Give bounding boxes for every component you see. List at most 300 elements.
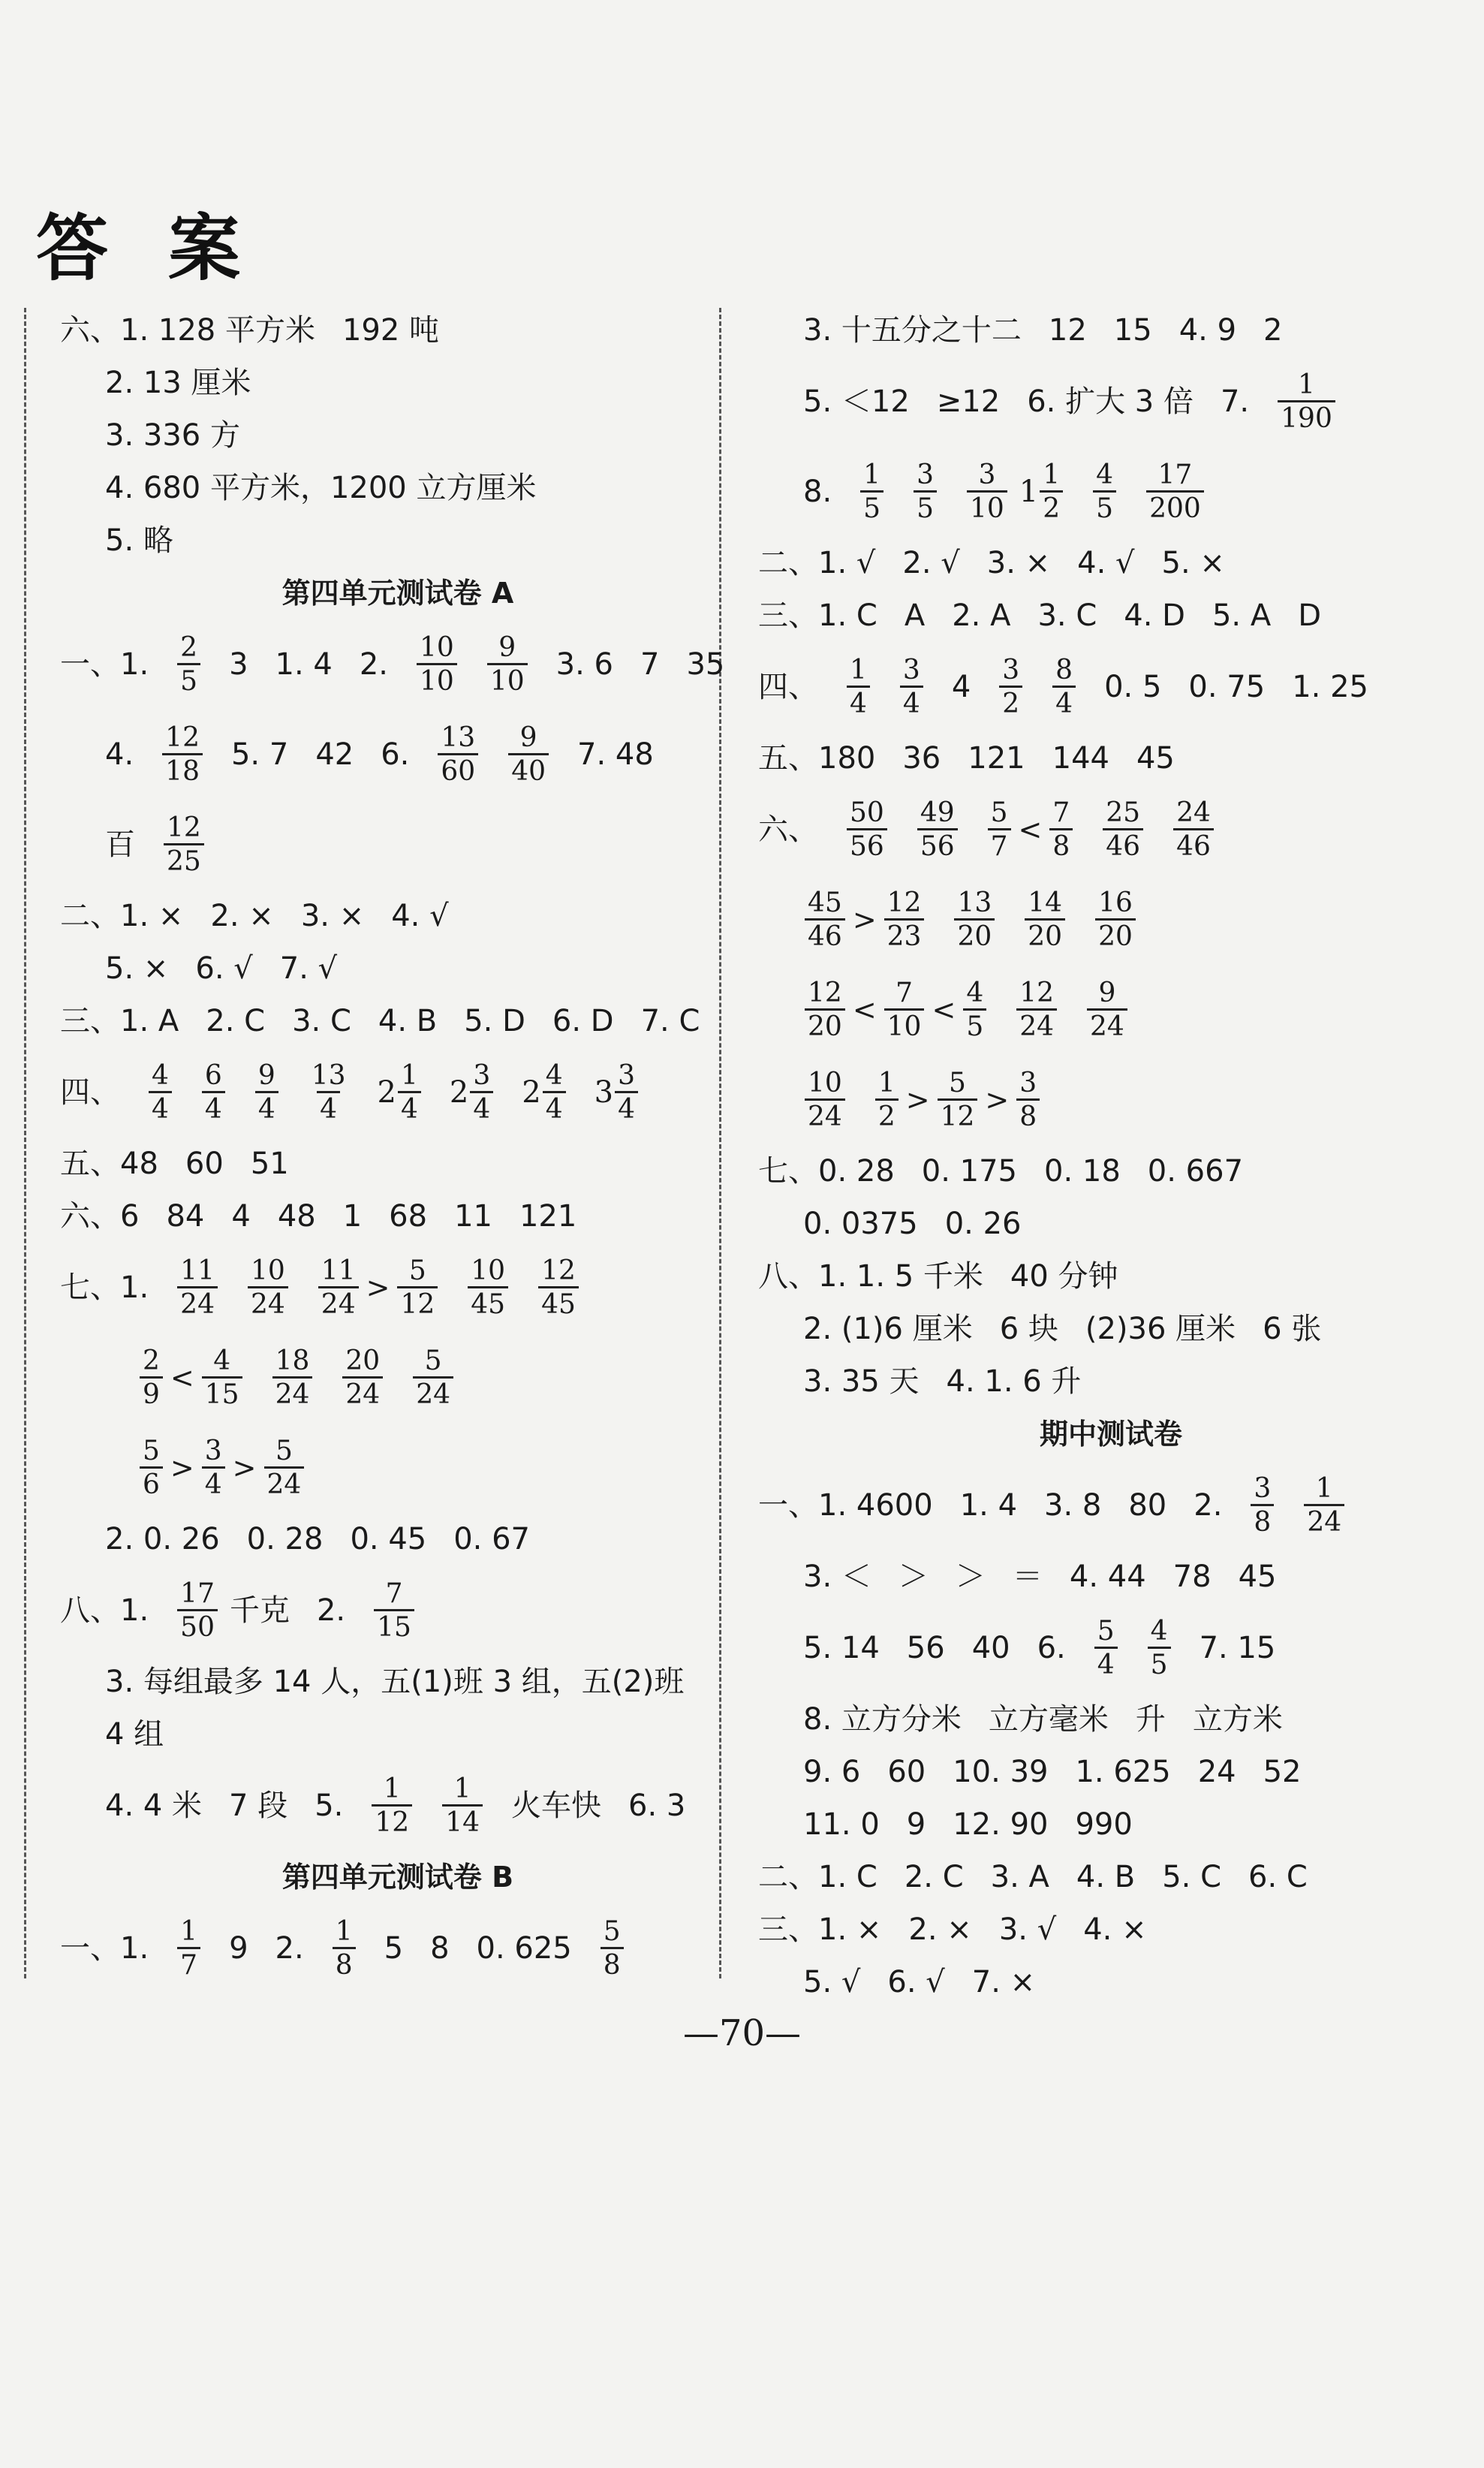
- answer-text: 6. √: [195, 951, 253, 986]
- answer-text: (2)36 厘米: [1085, 1312, 1236, 1346]
- mixed-number: [450, 1061, 495, 1124]
- numerator: 9: [498, 631, 516, 663]
- answer-text: 48: [277, 1199, 316, 1234]
- answer-text: 百: [105, 827, 135, 862]
- denominator: 5: [1093, 490, 1116, 524]
- answer-line: [758, 304, 1464, 357]
- denominator: 4: [317, 1091, 340, 1125]
- answer-line: [60, 710, 736, 800]
- answer-text: 4. ×: [1083, 1912, 1147, 1947]
- fraction: [1087, 978, 1127, 1041]
- numerator: 1: [400, 1059, 418, 1091]
- answer-line: [758, 1603, 1464, 1693]
- comparison: [986, 798, 1075, 861]
- fraction: [884, 888, 925, 951]
- fraction: [508, 723, 549, 786]
- answer-text: 1. 4: [275, 647, 333, 682]
- answer-text: 10. 39: [953, 1755, 1049, 1789]
- comparison-sign: >: [232, 1451, 257, 1484]
- whole-part: 2: [449, 1075, 469, 1110]
- numerator: 3: [1002, 654, 1020, 686]
- section-heading: 第四单元测试卷 B: [281, 1861, 514, 1894]
- fraction: [177, 1579, 218, 1642]
- fraction-item: [1276, 370, 1337, 433]
- answer-text: 六、: [758, 812, 818, 847]
- fraction-item: [1094, 888, 1137, 951]
- numerator: 12: [886, 887, 922, 918]
- answer-text: 7. ×: [971, 1965, 1036, 1999]
- numerator: 7: [385, 1578, 403, 1609]
- answer-text: 6. √: [887, 1965, 945, 1999]
- answer-line: [60, 890, 736, 942]
- fraction: [967, 460, 1007, 523]
- answer-line: [758, 1355, 1464, 1408]
- fraction: [264, 1436, 305, 1499]
- answer-text: ＞: [898, 1559, 929, 1594]
- denominator: 10: [967, 490, 1007, 524]
- numerator: 18: [275, 1345, 310, 1376]
- denominator: 46: [1103, 828, 1143, 862]
- answer-text: 4. 1. 6 升: [946, 1364, 1082, 1399]
- answer-line: [60, 304, 736, 357]
- fraction-item: [161, 723, 204, 786]
- answer-text: ＝: [1012, 1559, 1043, 1594]
- answer-line: [758, 589, 1464, 642]
- fraction: [417, 633, 457, 696]
- answer-text: 9: [906, 1807, 926, 1842]
- denominator: 24: [413, 1376, 453, 1410]
- numerator: 3: [1254, 1472, 1272, 1504]
- fraction: [470, 1061, 493, 1124]
- numerator: 1: [335, 1915, 353, 1947]
- fraction: [875, 1068, 899, 1132]
- fraction: [248, 1256, 288, 1319]
- fraction-item: [845, 798, 889, 861]
- answer-text: 9. 6: [803, 1755, 861, 1789]
- denominator: 4: [202, 1091, 225, 1125]
- answer-text: 3. 336 方: [105, 418, 240, 453]
- denominator: 24: [264, 1466, 305, 1500]
- answer-text: 11: [454, 1199, 492, 1234]
- numerator: 10: [808, 1067, 842, 1098]
- answer-line: [60, 462, 736, 514]
- answer-line: [758, 875, 1464, 965]
- answer-text: 五、48: [60, 1147, 158, 1181]
- denominator: 24: [318, 1286, 359, 1320]
- answer-line: [758, 1303, 1464, 1355]
- answer-text: 121: [519, 1199, 577, 1234]
- whole-part: 1: [1019, 475, 1039, 509]
- denominator: 18: [162, 753, 203, 787]
- answer-line: [60, 1708, 736, 1761]
- fraction-item: [176, 633, 202, 696]
- answer-line: [60, 1138, 736, 1190]
- fraction: [374, 1579, 414, 1642]
- denominator: 8: [1016, 1098, 1040, 1132]
- answer-text: 2. √: [902, 546, 960, 580]
- fraction-item: [1015, 978, 1058, 1041]
- numerator: 7: [1052, 797, 1070, 828]
- fraction: [1148, 1617, 1171, 1680]
- answer-line: [758, 1746, 1464, 1798]
- fraction: [860, 460, 883, 523]
- fraction-item: [466, 1256, 510, 1319]
- answer-text: 6.: [1037, 1631, 1066, 1665]
- numerator: 5: [275, 1435, 293, 1466]
- numerator: 3: [902, 654, 920, 686]
- fraction-item: [176, 1256, 219, 1319]
- denominator: 4: [255, 1091, 278, 1125]
- fraction: [938, 1068, 978, 1132]
- answer-text: 3. √: [998, 1912, 1057, 1947]
- answer-text: 3. C: [1037, 598, 1097, 633]
- answer-text: 六、6: [60, 1199, 140, 1234]
- fraction-item: [176, 1579, 219, 1642]
- answer-text: 5. C: [1162, 1860, 1222, 1894]
- numerator: 1: [453, 1773, 471, 1804]
- answer-text: 2.: [316, 1593, 346, 1628]
- answer-line: [60, 409, 736, 462]
- answer-text: 6.: [381, 737, 410, 772]
- answer-text: 5: [384, 1931, 404, 1966]
- answer-text: 56: [906, 1631, 945, 1665]
- numerator: 1: [383, 1773, 401, 1804]
- comparison: [803, 888, 926, 951]
- answer-text: 0. 175: [921, 1154, 1018, 1189]
- answer-text: 4. √: [391, 899, 449, 933]
- denominator: 2: [1040, 490, 1063, 524]
- answer-text: 2. ×: [908, 1912, 972, 1947]
- answer-text: 52: [1263, 1755, 1302, 1789]
- answer-text: 4. 44: [1069, 1559, 1146, 1594]
- answer-text: 68: [389, 1199, 428, 1234]
- answer-text: 9: [229, 1931, 248, 1966]
- answer-text: 1. 625: [1075, 1755, 1171, 1789]
- numerator: 12: [541, 1255, 576, 1286]
- fraction-item: [271, 1346, 315, 1409]
- answer-text: 990: [1075, 1807, 1133, 1842]
- denominator: 4: [615, 1091, 638, 1125]
- answer-text: 3. A: [990, 1860, 1049, 1894]
- fraction: [1052, 655, 1076, 719]
- fraction: [988, 798, 1011, 861]
- answer-text: 42: [315, 737, 354, 772]
- denominator: 8: [1049, 828, 1073, 862]
- answer-text: 1. 25: [1292, 670, 1368, 704]
- fraction: [468, 1256, 508, 1319]
- denominator: 200: [1146, 490, 1204, 524]
- numerator: 4: [1096, 459, 1114, 490]
- denominator: 45: [538, 1286, 579, 1320]
- denominator: 5: [1148, 1647, 1171, 1680]
- denominator: 4: [470, 1091, 493, 1125]
- fraction: [1016, 1068, 1040, 1132]
- answer-text: 4. B: [378, 1004, 438, 1038]
- denominator: 8: [1251, 1504, 1274, 1538]
- comparison-sign: >: [366, 1271, 390, 1304]
- fraction-item: [899, 655, 925, 719]
- fraction: [615, 1061, 638, 1124]
- answer-text: 78: [1172, 1559, 1212, 1594]
- answer-text: 4. √: [1077, 546, 1135, 580]
- numerator: 3: [204, 1435, 222, 1466]
- comparison: [138, 1346, 244, 1409]
- numerator: 1: [1043, 459, 1061, 490]
- numerator: 8: [1055, 654, 1073, 686]
- fraction: [1103, 798, 1143, 861]
- answer-text: 2. (1)6 厘米: [803, 1312, 973, 1346]
- fraction: [1094, 1617, 1118, 1680]
- fraction-item: [147, 1061, 173, 1124]
- answer-line: [758, 642, 1464, 732]
- answer-text: 3. 35 天: [803, 1364, 920, 1399]
- denominator: 7: [177, 1947, 200, 1981]
- section-heading: 期中测试卷: [1039, 1418, 1182, 1451]
- numerator: 3: [978, 459, 996, 490]
- fraction-item: [331, 1917, 357, 1980]
- answer-text: 二、1. √: [758, 546, 876, 580]
- answer-text: 121: [968, 741, 1025, 776]
- numerator: 6: [204, 1059, 222, 1091]
- answer-text: ＞: [955, 1559, 986, 1594]
- fraction: [397, 1256, 438, 1319]
- answer-text: 0. 667: [1147, 1154, 1244, 1189]
- answer-text: 0. 26: [944, 1207, 1022, 1241]
- right-answer-column: [758, 304, 1464, 2008]
- answer-text: 1: [342, 1199, 363, 1234]
- fraction-item: [599, 1917, 625, 1980]
- answer-text: 24: [1197, 1755, 1236, 1789]
- denominator: 6: [140, 1466, 163, 1500]
- denominator: 5: [860, 490, 883, 524]
- fraction: [177, 1256, 218, 1319]
- numerator: 4: [152, 1059, 169, 1091]
- fraction-item: [436, 723, 480, 786]
- fraction: [884, 978, 925, 1041]
- answer-text: 四、: [758, 670, 818, 704]
- numerator: 1: [863, 459, 881, 490]
- answer-text: 5. √: [803, 1965, 861, 1999]
- answer-text: 六、1. 128 平方米: [60, 313, 315, 348]
- numerator: 4: [1150, 1615, 1168, 1647]
- comparison-sign: <: [852, 993, 877, 1026]
- fraction: [255, 1061, 278, 1124]
- answer-text: 2. 0. 26: [105, 1522, 220, 1556]
- denominator: 56: [917, 828, 958, 862]
- fraction-item: [1249, 1474, 1275, 1537]
- answer-text: 4. 680 平方米，1200 立方厘米: [105, 471, 537, 505]
- fraction: [1278, 370, 1335, 433]
- fraction-item: [307, 1061, 351, 1124]
- numerator: 13: [441, 722, 476, 753]
- comparison-sign: >: [985, 1083, 1010, 1116]
- answer-text: 7: [640, 647, 660, 682]
- numerator: 4: [545, 1059, 563, 1091]
- answer-text: 立方毫米: [988, 1702, 1109, 1737]
- answer-line: [60, 1761, 736, 1851]
- fraction: [202, 1061, 225, 1124]
- answer-text: 3. ＜: [803, 1559, 871, 1594]
- denominator: 23: [884, 918, 925, 952]
- fraction: [1040, 460, 1063, 523]
- answer-text: 4. 9: [1178, 313, 1237, 348]
- fraction-item: [370, 1774, 414, 1837]
- numerator: 12: [167, 812, 201, 843]
- answer-text: 2: [1263, 313, 1283, 348]
- answer-text: 3. 十五分之十二: [803, 313, 1022, 348]
- answer-text: 45: [1238, 1559, 1277, 1594]
- numerator: 1: [877, 1067, 896, 1098]
- numerator: 20: [345, 1345, 381, 1376]
- answer-line: [60, 995, 736, 1047]
- denominator: 20: [954, 918, 995, 952]
- denominator: 15: [374, 1609, 414, 1643]
- answer-text: 八、1. 1. 5 千米: [758, 1259, 983, 1294]
- fraction-item: [486, 633, 529, 696]
- fraction: [847, 655, 870, 719]
- fraction: [1146, 460, 1204, 523]
- answer-text: 7. C: [640, 1004, 700, 1038]
- fraction: [1251, 1474, 1274, 1537]
- answer-text: 0. 625: [476, 1931, 572, 1966]
- mixed-number: [378, 1061, 423, 1124]
- answer-text: 5. 7: [230, 737, 289, 772]
- answer-text: 一、1. 4600: [758, 1488, 933, 1523]
- denominator: 46: [1173, 828, 1214, 862]
- page-title: 答案: [36, 206, 300, 291]
- fraction-item: [176, 1917, 202, 1980]
- denominator: 14: [442, 1804, 483, 1838]
- denominator: 10: [487, 663, 528, 697]
- comparison-sign: <: [170, 1361, 194, 1394]
- page-number: —70—: [682, 2012, 802, 2054]
- answer-text: 11. 0: [803, 1807, 880, 1842]
- fraction: [963, 978, 986, 1041]
- answer-text: 192 吨: [342, 313, 440, 348]
- denominator: 190: [1278, 400, 1335, 434]
- answer-text: 8. 立方分米: [803, 1702, 962, 1737]
- denominator: 4: [543, 1091, 566, 1125]
- answer-line: [758, 1055, 1464, 1145]
- answer-text: 2. ×: [210, 899, 274, 933]
- answer-text: 12: [1048, 313, 1087, 348]
- answer-text: 3. 8: [1044, 1488, 1102, 1523]
- denominator: 4: [398, 1091, 421, 1125]
- answer-line: [758, 732, 1464, 785]
- answer-text: 2.: [275, 1931, 304, 1966]
- denominator: 24: [1304, 1504, 1344, 1538]
- fraction: [914, 460, 937, 523]
- fraction: [202, 1436, 225, 1499]
- fraction: [413, 1346, 453, 1409]
- denominator: 24: [1087, 1008, 1127, 1042]
- fraction-item: [1093, 1617, 1119, 1680]
- answer-line: [758, 965, 1464, 1055]
- answer-text: 三、1. ×: [758, 1912, 882, 1947]
- fraction: [342, 1346, 383, 1409]
- answer-line: [60, 1513, 736, 1565]
- fraction: [442, 1774, 483, 1837]
- answer-line: [758, 1550, 1464, 1603]
- fraction: [999, 655, 1022, 719]
- fraction-item: [341, 1346, 384, 1409]
- answer-text: 千克: [229, 1593, 290, 1628]
- fraction: [164, 813, 204, 876]
- answer-line: [60, 1423, 736, 1513]
- fraction-item: [1091, 460, 1118, 523]
- fraction: [1016, 978, 1057, 1041]
- fraction-item: [1302, 1474, 1346, 1537]
- fraction: [1173, 798, 1214, 861]
- fraction: [333, 1917, 356, 1980]
- answer-line: [60, 1047, 736, 1138]
- numerator: 1: [850, 654, 867, 686]
- answer-text: 5. ×: [105, 951, 169, 986]
- answer-line: [758, 1798, 1464, 1851]
- fraction-item: [965, 460, 1009, 523]
- denominator: 20: [805, 1008, 845, 1042]
- answer-text: 4: [951, 670, 971, 704]
- answer-text: 0. 28: [246, 1522, 324, 1556]
- numerator: 12: [808, 977, 842, 1008]
- denominator: 20: [1025, 918, 1065, 952]
- answer-text: 6. D: [552, 1004, 614, 1038]
- answer-text: 6 块: [999, 1312, 1058, 1346]
- comparison-sign: >: [905, 1083, 930, 1116]
- answer-text: 51: [250, 1147, 289, 1181]
- answer-text: 40 分钟: [1010, 1259, 1118, 1294]
- comparison-sign: >: [852, 903, 877, 936]
- answer-text: 火车快: [511, 1788, 602, 1823]
- fraction-item: [415, 633, 459, 696]
- denominator: 2: [875, 1098, 899, 1132]
- fraction: [543, 1061, 566, 1124]
- answer-text: 7. 15: [1199, 1631, 1276, 1665]
- denominator: 24: [342, 1376, 383, 1410]
- denominator: 4: [1052, 686, 1076, 719]
- denominator: 24: [1016, 1008, 1057, 1042]
- answer-line: [60, 1565, 736, 1656]
- answer-text: ≥12: [936, 384, 1001, 419]
- denominator: 20: [1095, 918, 1136, 952]
- answer-text: 3: [229, 647, 248, 682]
- numerator: 4: [966, 977, 984, 1008]
- fraction-item: [845, 655, 871, 719]
- answer-line: [758, 785, 1464, 875]
- numerator: 49: [920, 797, 955, 828]
- fraction: [372, 1774, 412, 1837]
- answer-text: 0. 67: [453, 1522, 530, 1556]
- fraction: [954, 888, 995, 951]
- fraction: [917, 798, 958, 861]
- answer-text: 6 张: [1263, 1312, 1322, 1346]
- numerator: 13: [957, 887, 992, 918]
- answer-text: 3. 每组最多 14 人，五(1)班 3 组，五(2)班: [105, 1665, 685, 1699]
- answer-text: 0. 18: [1044, 1154, 1121, 1189]
- fraction-item: [507, 723, 550, 786]
- numerator: 14: [1028, 887, 1063, 918]
- fraction: [438, 723, 478, 786]
- answer-text: 144: [1052, 741, 1109, 776]
- answer-line: [60, 942, 736, 995]
- answer-text: 7.: [1220, 384, 1250, 419]
- fraction: [601, 1917, 624, 1980]
- answer-line: [60, 1903, 736, 1993]
- numerator: 10: [420, 631, 454, 663]
- answer-text: 12. 90: [953, 1807, 1049, 1842]
- numerator: 9: [1098, 977, 1116, 1008]
- numerator: 5: [424, 1345, 442, 1376]
